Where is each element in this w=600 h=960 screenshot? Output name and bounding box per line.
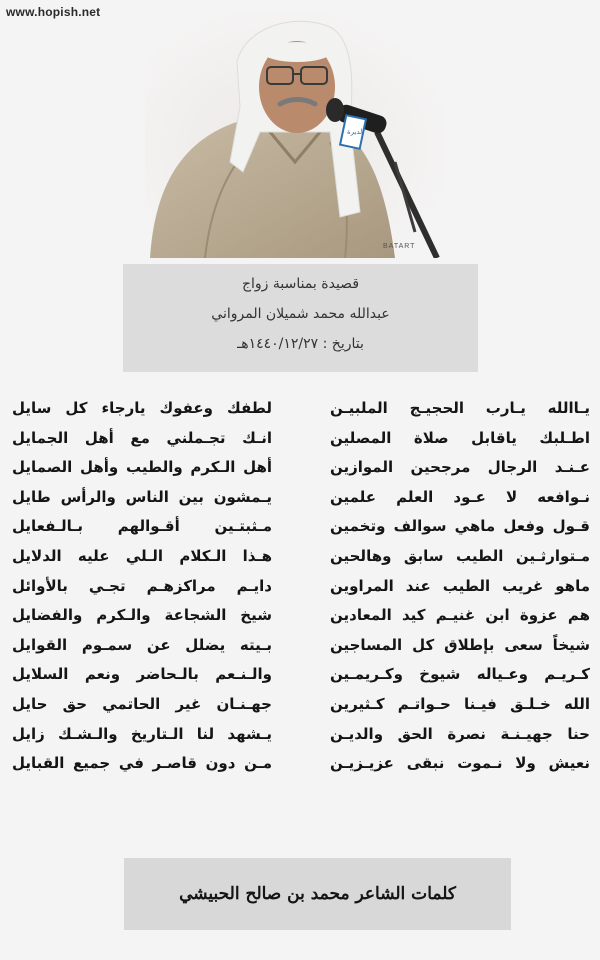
- verse-row: [12, 720, 590, 750]
- verse-second-hemistich: يـمشون بين الناس والرأس طايل: [12, 487, 272, 506]
- verse-row: [12, 631, 590, 661]
- verse-row: [12, 542, 590, 572]
- verse-second-hemistich: شيخ الشجاعة والـكرم والفضايل: [12, 606, 272, 625]
- verse-second-hemistich: بـيته يضلل عن سمـوم القوايل: [12, 635, 272, 654]
- verse-row: [12, 512, 590, 542]
- verse-row: [12, 749, 590, 779]
- verse-first-hemistich: قـول وفعل ماهي سوالف وتخمين: [330, 517, 590, 536]
- verse-second-hemistich: والـنـعم بالـحاضر ونعم السلايل: [12, 665, 272, 684]
- verse-row: [12, 601, 590, 631]
- verse-first-hemistich: نـوافعه لا عـود العلم علمين: [330, 487, 590, 506]
- verse-row: [12, 660, 590, 690]
- poet-photo: [145, 12, 445, 258]
- mic-flag-label: الديرة: [347, 128, 365, 136]
- poet-credit: كلمات الشاعر محمد بن صالح الحبيشي: [179, 884, 456, 904]
- verse-first-hemistich: مـتوارثـين الطيب سابق وهالحين: [330, 546, 590, 565]
- verse-second-hemistich: لطفك وعفوك يارجاء كل سايل: [12, 399, 272, 417]
- verse-first-hemistich: عـنـد الرجال مرجحين الموازين: [330, 458, 590, 477]
- verse-second-hemistich: انـك تجـملني مع أهل الجمايل: [12, 428, 272, 447]
- verse-first-hemistich: اطـلبك ياقابل صلاة المصلين: [330, 428, 590, 447]
- verse-row: [12, 572, 590, 602]
- verse-second-hemistich: جهـنـان غير الحاتمي حق حايل: [12, 694, 272, 713]
- groom-name: عبدالله محمد شميلان المرواني: [211, 306, 390, 322]
- verse-row: [12, 424, 590, 454]
- verse-row: [12, 394, 590, 424]
- poem-body: [12, 394, 590, 779]
- photo-credit-mark: BATART: [383, 243, 416, 250]
- verse-first-hemistich: ماهو غريب الطيب عند المراوين: [330, 576, 590, 595]
- verse-row: [12, 453, 590, 483]
- verse-row: [12, 690, 590, 720]
- occasion-info-box: [123, 264, 478, 372]
- poet-credit-box: [124, 858, 511, 930]
- site-watermark: www.hopish.net: [6, 5, 101, 19]
- verse-first-hemistich: نعيش ولا نـموت نبقى عزيـزيـن: [330, 754, 590, 773]
- verse-first-hemistich: الله خـلـق فيـنا حـواتـم كـثيرين: [330, 694, 590, 713]
- verse-first-hemistich: حنا جهيـنـة نصرة الحق والديـن: [330, 724, 590, 743]
- verse-second-hemistich: مـثبتـين أقـوالهم بـالـفعايل: [12, 517, 272, 536]
- verse-second-hemistich: أهل الـكرم والطيب وأهل الصمايل: [12, 458, 272, 477]
- verse-first-hemistich: هم عزوة ابن غنيـم كيد المعادين: [330, 606, 590, 625]
- verse-second-hemistich: دايـم مراكزهـم تجـي بالأوائل: [12, 576, 272, 595]
- verse-second-hemistich: يـشهد لنا الـتاريخ والـشـك زايل: [12, 724, 272, 743]
- verse-row: [12, 483, 590, 513]
- poem-date: بتاريخ : ١٤٤٠/١٢/٢٧هـ: [237, 336, 364, 352]
- verse-second-hemistich: هـذا الـكلام الـلي عليه الدلايل: [12, 546, 272, 565]
- verse-first-hemistich: شيخاً سعى بإطلاق كل المساجين: [330, 635, 590, 654]
- verse-second-hemistich: مـن دون قاصـر في جميع القبايل: [12, 754, 272, 773]
- poem-occasion: قصيدة بمناسبة زواج: [241, 276, 360, 292]
- verse-first-hemistich: كـريـم وعـياله شيوخ وكـريمـين: [330, 665, 590, 684]
- verse-first-hemistich: يـاالله يـارب الحجيـج الملبيـن: [330, 399, 590, 417]
